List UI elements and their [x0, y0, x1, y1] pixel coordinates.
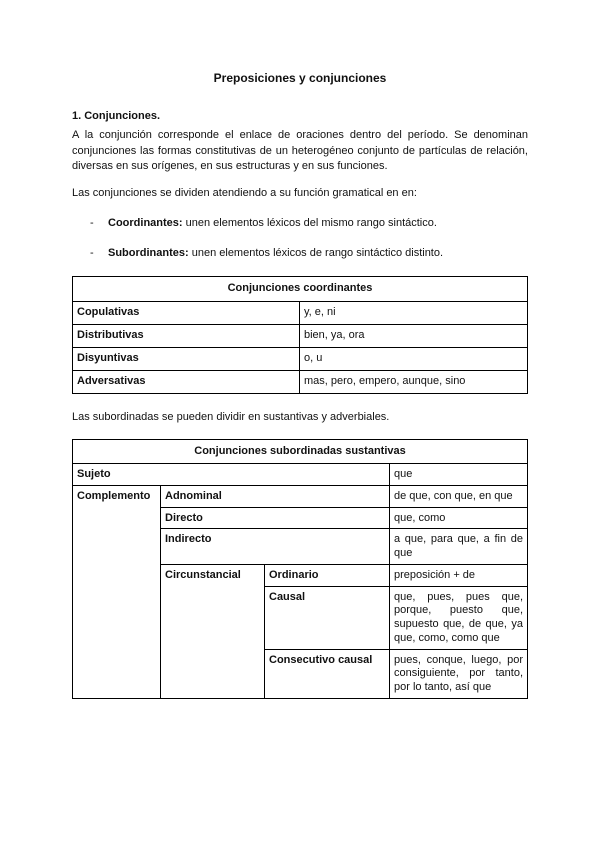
row-label: Disyuntivas [73, 348, 300, 371]
sujeto-value: que [390, 464, 528, 486]
page-title: Preposiciones y conjunciones [213, 71, 387, 85]
bullet-term: Subordinantes: [108, 247, 189, 259]
ordinario-label: Ordinario [265, 564, 390, 586]
causal-value: que, pues, pues que, porque, puesto que, supuesto que, de que, ya que, como, como que [390, 586, 528, 649]
bullet-text: unen elementos léxicos de rango sintáctico distinto. [188, 247, 444, 259]
circunstancial-label: Circunstancial [161, 564, 265, 698]
table-header: Conjunciones subordinadas sustantivas [73, 440, 528, 464]
bullet-item-coordinantes [90, 216, 520, 232]
row-value: bien, ya, ora [300, 325, 528, 348]
consecutivo-value: pues, conque, luego, por consiguiente, por tanto, por lo tanto, así que [390, 649, 528, 698]
table-row [73, 325, 528, 348]
row-value: mas, pero, empero, aunque, sino [300, 371, 528, 394]
table-header-row [73, 440, 528, 464]
table-row [73, 348, 528, 371]
bullet-item-subordinantes [90, 246, 520, 262]
indirecto-value: a que, para que, a fin de que [390, 529, 528, 565]
adnominal-value: de que, con que, en que [390, 485, 528, 507]
bullet-text: unen elementos léxicos del mismo rango sintáctico. [182, 217, 437, 229]
row-label: Distributivas [73, 325, 300, 348]
intro-paragraph: A la conjunción corresponde el enlace de oraciones dentro del período. Se denominan conjunciones las formas constitutivas de un heterogéneo conjunto de partículas de relación, diversas en sus orígenes, en sus estructuras y en sus funciones. [72, 129, 528, 173]
bullet-term: Coordinantes: [108, 217, 183, 229]
ordinario-value: preposición + de [390, 564, 528, 586]
section-heading: 1. Conjunciones. [72, 110, 161, 122]
directo-value: que, como [390, 507, 528, 529]
directo-label: Directo [161, 507, 390, 529]
table-row [73, 302, 528, 325]
division-paragraph: Las conjunciones se dividen atendiendo a su función gramatical en en: [72, 187, 417, 199]
subordinadas-table [72, 439, 528, 699]
table-row [73, 371, 528, 394]
adnominal-label: Adnominal [161, 485, 390, 507]
table-row [73, 485, 528, 507]
bullet-dash: - [90, 247, 94, 259]
complemento-label: Complemento [73, 485, 161, 698]
table-header: Conjunciones coordinantes [73, 277, 528, 302]
table-row [73, 464, 528, 486]
indirecto-label: Indirecto [161, 529, 390, 565]
row-value: y, e, ni [300, 302, 528, 325]
table-header-row [73, 277, 528, 302]
sujeto-label: Sujeto [73, 464, 390, 486]
row-label: Adversativas [73, 371, 300, 394]
coordinantes-table [72, 276, 528, 394]
subordinadas-paragraph: Las subordinadas se pueden dividir en sustantivas y adverbiales. [72, 411, 390, 423]
row-label: Copulativas [73, 302, 300, 325]
causal-label: Causal [265, 586, 390, 649]
bullet-dash: - [90, 217, 94, 229]
row-value: o, u [300, 348, 528, 371]
consecutivo-label: Consecutivo causal [265, 649, 390, 698]
